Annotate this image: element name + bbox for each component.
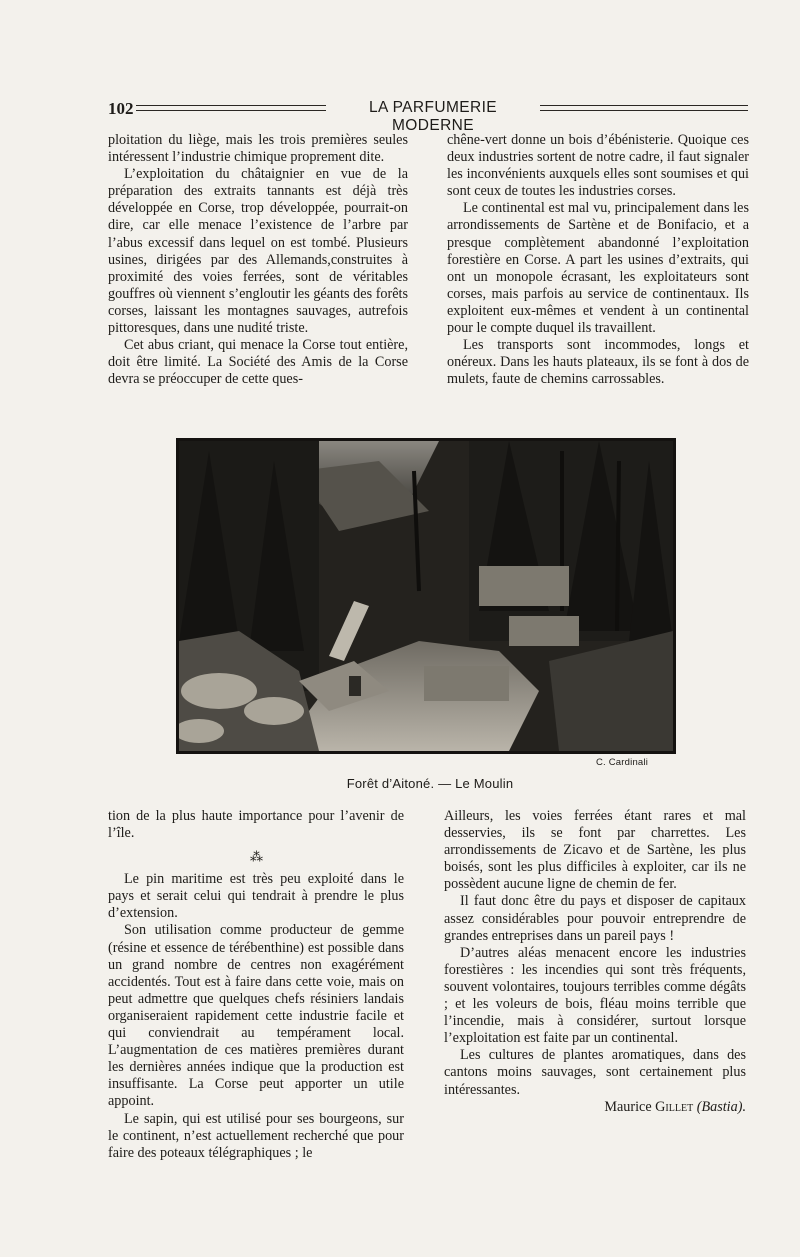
header-rule-right (540, 105, 748, 111)
header-rule-left (136, 105, 326, 111)
paragraph: L’exploitation du châtaignier en vue de la préparation des extraits tannants est déjà très développée en Corse, trop développée, pourrait-on dire, car elle menace l’existence de l’arbre par l’abus excessif dans lequel on est tombé. Plusieurs usines, dirigées par des Allemands,construites à proximité des voies ferrées, sont de véritables gouffres où viennent s’engloutir les géants des forêts corses, laissant les montagnes sauvages, autrefois pittoresques, dans une nudité triste. (108, 166, 408, 337)
figure-caption: Forêt d’Aitoné. — Le Moulin (346, 776, 514, 791)
paragraph: Le sapin, qui est utilisé pour ses bourgeons, sur le continent, n’est actuellement recherché que pour faire des poteaux télégraphiques ; le (108, 1110, 404, 1161)
author-signature (444, 1099, 746, 1116)
paragraph: tion de la plus haute importance pour l’avenir de l’île. (108, 808, 404, 842)
column-bottom-left (108, 808, 404, 1162)
author-surname: Gillet (655, 1098, 694, 1115)
journal-title: LA PARFUMERIE MODERNE (368, 99, 498, 134)
paragraph: Le pin maritime est très peu exploité dans le pays et serait celui qui tendrait à prendre le plus d’extension. (108, 871, 404, 922)
paragraph: Cet abus criant, qui menace la Corse tout entière, doit être limité. La Société des Amis de la Corse devra se préoccuper de cette ques- (108, 337, 408, 388)
paragraph: Les transports sont incommodes, longs et onéreux. Dans les hauts plateaux, ils se font à dos de mulets, faute de chemins carrossables. (447, 337, 749, 388)
author-first-name: Maurice (604, 1098, 656, 1115)
author-place: (Bastia). (696, 1098, 746, 1115)
paragraph: Il faut donc être du pays et disposer de capitaux assez considérables pour pouvoir entreprendre de grandes entreprises dans un pareil pays ! (444, 893, 746, 944)
paragraph: Son utilisation comme producteur de gemme (résine et essence de térébenthine) est possible dans un grand nombre de centres non exagérément accidentés. Tout est à faire dans cette voie, mais on peut admettre que quelques chefs résiniers landais organiseraient rapidement cette industrie facile et qui conviendrait au tempérament local. L’augmentation de ces matières premières durant les dernières années indique que la production est insuffisante. La Corse peut apporter un utile appoint. (108, 922, 404, 1110)
paragraph: D’autres aléas menacent encore les industries forestières : les incendies qui sont très fréquents, souvent volontaires, toujours terribles comme dégâts ; et les voleurs de bois, fléau moins terrible que l’incendie, mais à considérer, surtout lorsque l’exploitation est faite par un continental. (444, 944, 746, 1047)
page-number: 102 (108, 99, 134, 118)
paragraph: chêne-vert donne un bois d’ébénisterie. Quoique ces deux industries sortent de notre cadre, il faut signaler les inconvénients auxquels elles sont soumises et qui sont ceux de toutes les industries corses. (447, 132, 749, 200)
forest-photograph (176, 438, 676, 754)
column-top-right (447, 132, 749, 388)
paragraph: Les cultures de plantes aromatiques, dans des cantons moins sauvages, sont certainement plus intéressantes. (444, 1047, 746, 1098)
column-bottom-right (444, 808, 746, 1116)
forest-mill-photo-image (179, 441, 673, 751)
paragraph: ploitation du liège, mais les trois premières seules intéressent l’industrie chimique proprement dite. (108, 132, 408, 166)
asterism-divider: ⁂ (250, 849, 262, 865)
paragraph: Ailleurs, les voies ferrées étant rares et mal desservies, ils se font par charrettes. Les arrondissements de Zicavo et de Sartène, les plus boisés, sont les plus difficiles à exploiter, car ils ne possèdent aucune ligne de chemin de fer. (444, 808, 746, 893)
column-top-left (108, 132, 408, 388)
running-header (108, 97, 748, 134)
photo-credit: C. Cardinali (596, 757, 649, 768)
paragraph: Le continental est mal vu, principalement dans les arrondissements de Sartène et de Bonifacio, et a presque complètement abandonné l’exploitation forestière en Corse. A part les usines d’extraits, qui ont un monopole écrasant, les exploitateurs sont corses, mais parfois au service de continentaux. Ils exploitent eux-mêmes et vendent à un continental pour le compte duquel ils travaillent. (447, 200, 749, 337)
